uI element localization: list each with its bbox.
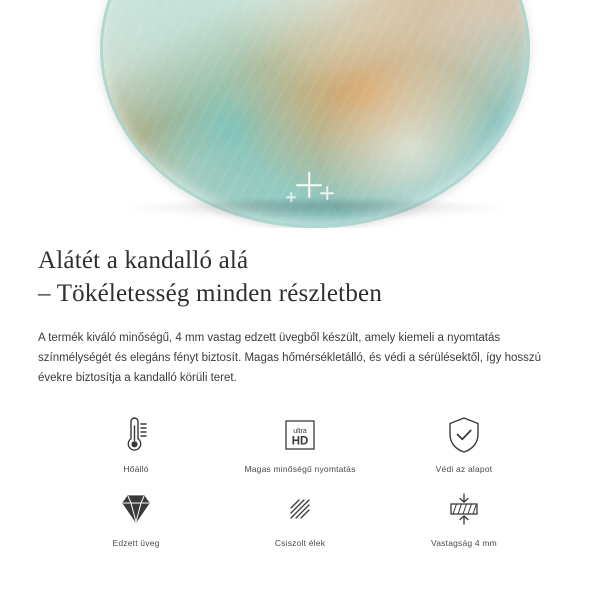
- thermometer-icon: [117, 414, 155, 456]
- diamond-icon: [115, 488, 157, 530]
- feature-item: [54, 414, 218, 474]
- feature-label: Védi az alapot: [435, 464, 493, 474]
- feature-item: [382, 414, 546, 474]
- feature-label: Hőálló: [123, 464, 149, 474]
- content-block: [0, 244, 600, 548]
- headline-line-2: – Tökéletesség minden részletben: [38, 280, 383, 307]
- description-paragraph: A termék kiváló minőségű, 4 mm vastag edzett üvegből készült, amely kiemeli a nyomtatás színmélységét és elegáns fényt biztosít. Magas hőmérsékletálló, és védi a sérülésektől, így hosszú évekre biztosítja a kandalló körüli teret.: [38, 332, 542, 384]
- feature-label: Vastagság 4 mm: [431, 538, 497, 548]
- svg-text:HD: HD: [291, 435, 309, 448]
- feature-label: Edzett üveg: [112, 538, 160, 548]
- product-drop-shadow: [118, 200, 516, 220]
- headline-line-1: Alátét a kandalló alá: [38, 247, 249, 274]
- feature-item: [382, 488, 546, 548]
- feature-item: [218, 414, 382, 474]
- polished-edges-icon: [279, 488, 321, 530]
- svg-text:ultra: ultra: [293, 428, 307, 435]
- page-title: [38, 244, 562, 310]
- feature-item: [54, 488, 218, 548]
- feature-label: Magas minőségű nyomtatás: [244, 464, 356, 474]
- hero-image: [0, 0, 600, 228]
- product-round-glass-mat: [100, 0, 530, 228]
- feature-label: Csiszolt élek: [274, 538, 326, 548]
- ultra-hd-icon: [278, 414, 322, 456]
- feature-item: [218, 488, 382, 548]
- feature-grid: [38, 414, 562, 548]
- thickness-icon: [441, 488, 487, 530]
- shield-check-icon: [444, 414, 484, 456]
